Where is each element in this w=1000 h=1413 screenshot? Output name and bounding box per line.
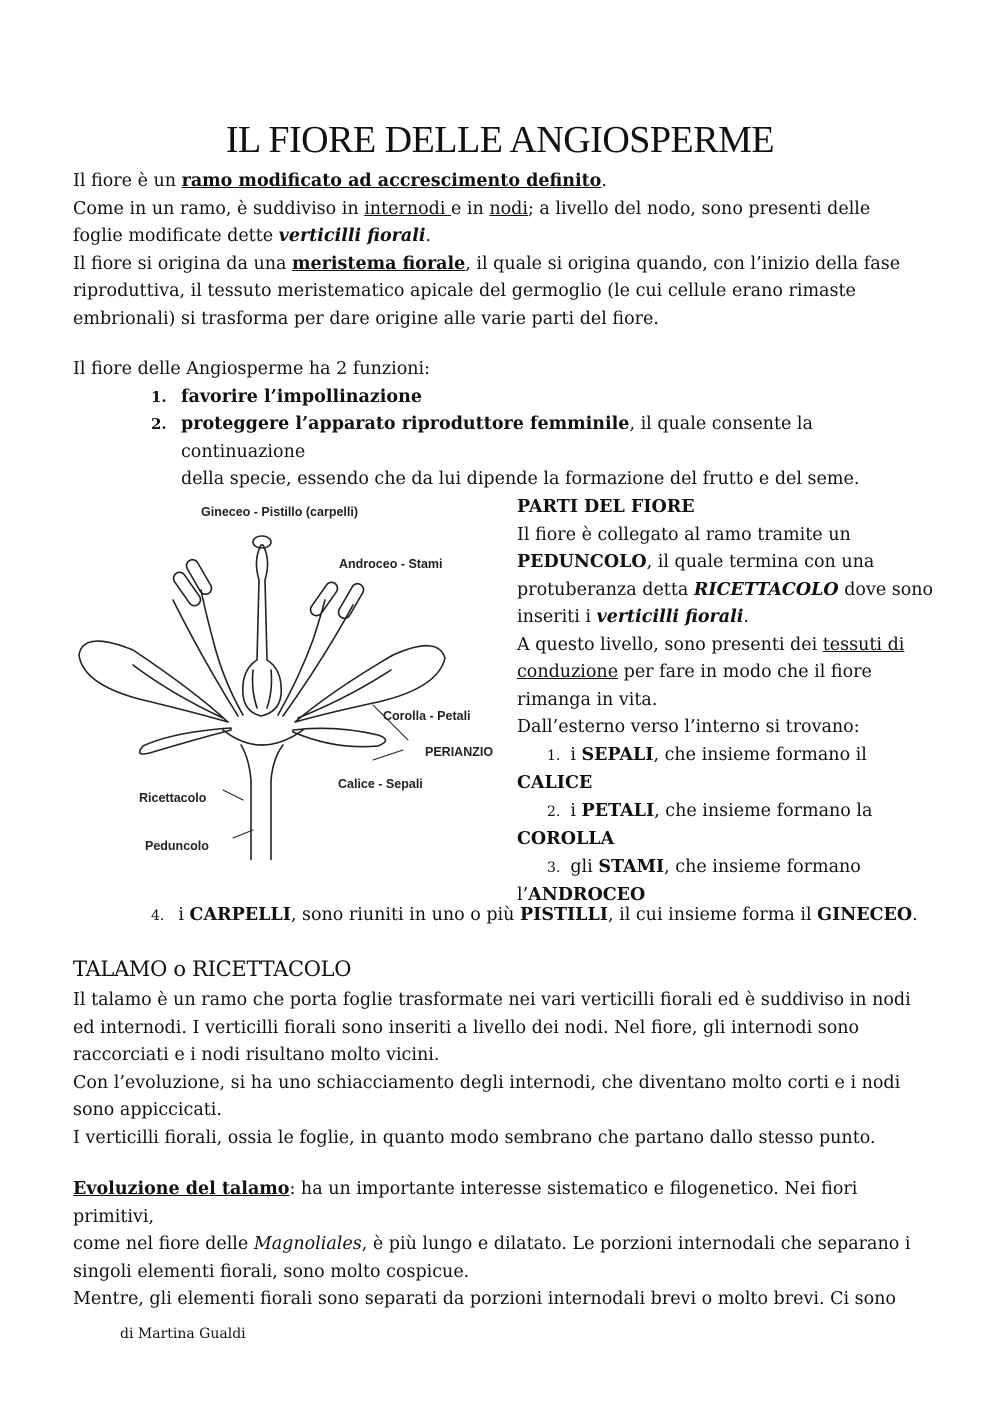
talamo-line: Con l’evoluzione, si ha uno schiacciamento degli internodi, che diventano molto corti e i nodi — [73, 1072, 901, 1093]
parts-line — [517, 577, 937, 605]
term-magnoliales: Magnoliales — [253, 1234, 362, 1254]
text: , il quale termina con una — [646, 552, 875, 572]
parts-line — [517, 604, 937, 632]
label-gineceo: Gineceo - Pistillo (carpelli) — [201, 505, 358, 519]
page-title: IL FIORE DELLE ANGIOSPERME — [225, 119, 775, 161]
list-item — [517, 742, 937, 771]
text: inseriti i — [517, 607, 597, 627]
text: A questo livello, sono presenti dei — [517, 634, 823, 655]
label-androceo: Androceo - Stami — [339, 557, 443, 571]
parts-line: Dall’esterno verso l’interno si trovano: — [517, 717, 860, 737]
list-number: 2. — [547, 803, 561, 820]
list-item — [73, 384, 933, 412]
list-number: 1. — [547, 747, 561, 764]
term-androceo: ANDROCEO — [528, 885, 646, 905]
talamo-line: I verticilli fiorali, ossia le foglie, in quanto modo sembrano che partano dallo stesso punto. — [73, 1127, 876, 1148]
intro-line — [73, 251, 933, 279]
intro-line — [73, 196, 933, 224]
text: Il fiore si origina da una — [73, 253, 293, 274]
list-text: favorire l’impollinazione — [181, 386, 422, 407]
talamo-line: Il talamo è un ramo che porta foglie trasformate nei vari verticilli fiorali ed è suddiviso in nodi — [73, 990, 911, 1010]
term-tessuti: tessuti di — [822, 634, 905, 655]
parts-section — [517, 494, 937, 910]
term-conduzione: conduzione — [517, 662, 619, 682]
intro-line: riproduttiva, il tessuto meristematico apicale del germoglio (le cui cellule erano rimaste — [73, 281, 856, 301]
anther-shape — [308, 580, 340, 618]
term-verticilli: verticilli fiorali — [596, 607, 744, 627]
text: l’ — [517, 885, 529, 905]
stamen-filament — [278, 600, 325, 715]
text: , sono riuniti in uno o più — [290, 905, 520, 925]
text: protuberanza detta — [517, 579, 694, 600]
anther-shape — [184, 558, 213, 597]
functions-lead: Il fiore delle Angiosperme ha 2 funzioni: — [73, 359, 430, 379]
term-calice: CALICE — [517, 773, 593, 793]
list-item — [73, 411, 933, 494]
sepal-shape — [293, 728, 386, 746]
term-gineceo: GINECEO — [817, 905, 913, 925]
list-text: , il quale consente la continuazione — [181, 414, 813, 462]
term-verticilli: verticilli fiorali — [278, 226, 426, 246]
carpelli-line — [73, 902, 933, 931]
list-item — [517, 854, 937, 883]
parts-line: Il fiore è collegato al ramo tramite un — [517, 524, 851, 545]
evoluzione-section — [73, 1176, 933, 1314]
text: foglie modificate dette — [73, 226, 279, 246]
term-nodi: nodi — [489, 198, 528, 219]
parts-heading: PARTI DEL FIORE — [517, 497, 695, 517]
talamo-line: ed internodi. I verticilli fiorali sono inseriti a livello dei nodi. Nel fiore, gli internodi sono — [73, 1017, 860, 1038]
talamo-line: sono appiccicati. — [73, 1100, 222, 1120]
text: i — [570, 744, 582, 765]
term-petali: PETALI — [581, 800, 655, 821]
intro-section — [73, 168, 933, 333]
term-ricettacolo: RICETTACOLO — [693, 579, 839, 600]
evoluzione-line — [73, 1231, 933, 1259]
page-footer: di Martina Gualdi — [120, 1326, 246, 1342]
stamen-filament — [173, 600, 238, 716]
text: come nel fiore delle — [73, 1234, 254, 1254]
text: ; a livello del nodo, sono presenti delle — [527, 198, 871, 219]
text: , è più lungo e dilatato. Le porzioni internodali che separano i — [361, 1234, 911, 1254]
evoluzione-line — [73, 1176, 933, 1231]
list-number: 2. — [151, 415, 167, 433]
text: , che insieme formano la — [654, 800, 873, 821]
intro-line: embrionali) si trasforma per dare origine alle varie parti del fiore. — [73, 308, 659, 329]
text: Come in un ramo, è suddiviso in — [73, 198, 365, 219]
peduncle-shape — [271, 745, 283, 860]
text: , il quale si origina quando, con l’inizio della fase — [465, 253, 901, 274]
stigma-shape — [253, 536, 271, 548]
anther-shape — [171, 570, 203, 608]
text: i — [570, 800, 582, 821]
peduncle-shape — [241, 745, 251, 860]
parts-line — [517, 549, 937, 577]
text: dove sono — [838, 579, 934, 600]
label-peduncolo: Peduncolo — [145, 839, 209, 853]
parts-line — [517, 632, 937, 660]
stamen-filament — [201, 590, 243, 715]
list-text: della specie, essendo che da lui dipende la formazione del frutto e del seme. — [181, 469, 860, 489]
talamo-section — [73, 987, 933, 1152]
list-number: 4. — [151, 908, 165, 924]
text: , il cui insieme forma il — [607, 905, 818, 925]
term-evoluzione: Evoluzione del talamo — [73, 1179, 290, 1199]
term-corolla: COROLLA — [517, 829, 615, 849]
term-pistilli: PISTILLI — [519, 905, 608, 925]
term-peduncolo: PEDUNCOLO — [517, 552, 647, 572]
term-internodi: internodi — [364, 198, 451, 219]
list-number: 3. — [547, 859, 561, 876]
parts-line — [517, 659, 937, 687]
parts-line: rimanga in vita. — [517, 689, 658, 710]
pistil-shape — [243, 545, 281, 716]
text: Il fiore è un — [73, 171, 182, 191]
label-perianzio: PERIANZIO — [425, 745, 494, 759]
text: . — [601, 171, 607, 191]
intro-line — [73, 223, 933, 251]
functions-list — [73, 384, 933, 494]
label-corolla: Corolla - Petali — [383, 709, 471, 723]
text: : ha un importante interesse sistematico e filogenetico. Nei fiori primitivi, — [73, 1179, 858, 1227]
sepal-shape — [140, 728, 231, 754]
receptacle-shape — [223, 730, 303, 745]
list-number: 1. — [151, 387, 167, 406]
text: , che insieme formano — [664, 856, 861, 877]
evoluzione-line: Mentre, gli elementi fiorali sono separati da porzioni internodali brevi o molto brevi. Ci sono — [73, 1289, 896, 1309]
text: i — [178, 905, 190, 925]
term-stami: STAMI — [598, 856, 665, 877]
intro-line — [73, 168, 933, 196]
list-item — [73, 902, 933, 931]
text: gli — [570, 856, 599, 877]
text: . — [425, 226, 432, 246]
section-heading-talamo: TALAMO o RICETTACOLO — [73, 957, 352, 981]
talamo-line: raccorciati e i nodi risultano molto vicini. — [73, 1045, 440, 1065]
key-term: ramo modificato ad accrescimento definito — [181, 171, 602, 191]
text: per fare in modo che il fiore — [618, 662, 872, 682]
label-ricettacolo: Ricettacolo — [139, 791, 207, 805]
text: . — [743, 607, 749, 627]
functions-section — [73, 356, 933, 494]
list-item — [517, 798, 937, 827]
anther-shape — [336, 582, 365, 621]
text: . — [912, 905, 918, 925]
list-text: proteggere l’apparato riproduttore femminile — [181, 414, 630, 434]
label-calice: Calice - Sepali — [338, 777, 423, 791]
text: , che insieme formano il — [653, 744, 867, 765]
evoluzione-line: singoli elementi fiorali, sono molto cospicue. — [73, 1261, 470, 1282]
term-carpelli: CARPELLI — [189, 905, 291, 925]
text: e in — [451, 198, 490, 219]
term-sepali: SEPALI — [581, 744, 654, 765]
flower-diagram — [73, 490, 503, 860]
term-meristema: meristema fiorale — [292, 253, 466, 274]
